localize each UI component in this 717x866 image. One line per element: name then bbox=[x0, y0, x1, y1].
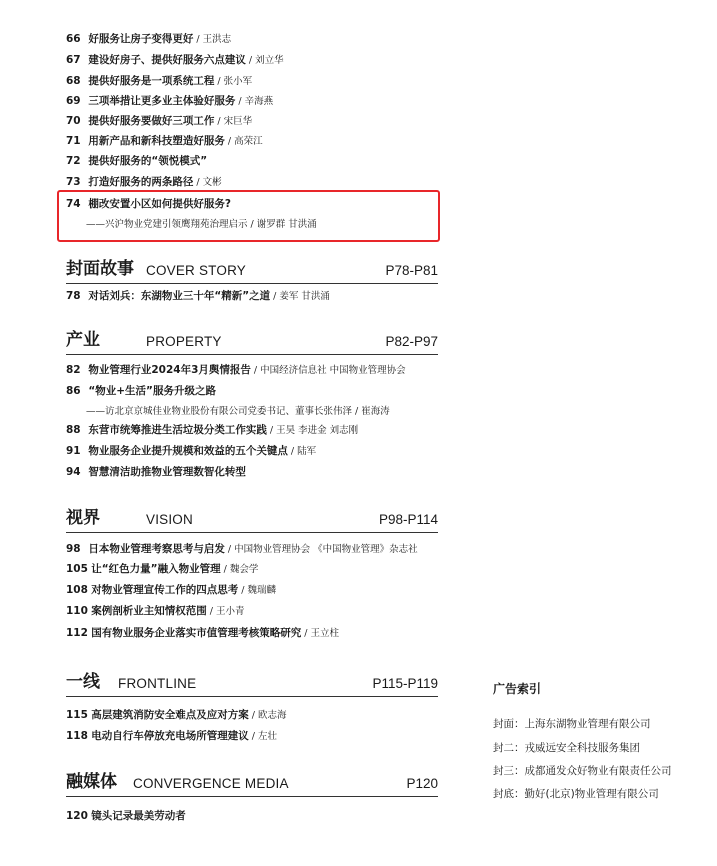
toc-page-number: 68 bbox=[66, 75, 81, 87]
toc-page-number: 120 bbox=[66, 810, 88, 822]
toc-author: / 姜军 甘洪涌 bbox=[270, 291, 330, 302]
toc-entry bbox=[66, 384, 216, 399]
section-header bbox=[66, 506, 438, 533]
toc-entry bbox=[66, 74, 252, 89]
toc-entry bbox=[66, 729, 277, 744]
toc-page-number: 73 bbox=[66, 176, 81, 188]
section-header bbox=[66, 670, 438, 697]
toc-page-number: 94 bbox=[66, 466, 81, 478]
ad-item: 封面：上海东湖物业管理有限公司 bbox=[493, 718, 651, 730]
toc-author: / 王立柱 bbox=[301, 628, 340, 639]
toc-entry bbox=[66, 94, 273, 109]
section-title-en: FRONTLINE bbox=[118, 676, 197, 691]
toc-title: 国有物业服务企业落实市值管理考核策略研究 bbox=[91, 627, 302, 639]
toc-entry bbox=[66, 626, 339, 641]
toc-title: 建设好房子、提供好服务六点建议 bbox=[88, 54, 246, 66]
toc-page-number: 70 bbox=[66, 115, 81, 127]
toc-entry bbox=[66, 604, 245, 619]
toc-page-number: 110 bbox=[66, 605, 88, 617]
toc-page-number: 71 bbox=[66, 135, 81, 147]
toc-author: / 辛海燕 bbox=[235, 96, 274, 107]
toc-title: 对话刘兵：东湖物业三十年“精新”之道 bbox=[88, 290, 271, 302]
toc-page-number: 108 bbox=[66, 584, 88, 596]
toc-page-number: 72 bbox=[66, 155, 81, 167]
section-pages: P115-P119 bbox=[372, 676, 438, 691]
toc-entry bbox=[66, 114, 252, 129]
section-title-cn: 视界 bbox=[66, 508, 100, 528]
toc-author: / 文彬 bbox=[193, 177, 222, 188]
section-header bbox=[66, 770, 438, 797]
toc-page-number: 78 bbox=[66, 290, 81, 302]
toc-entry bbox=[66, 809, 186, 824]
toc-page-number: 74 bbox=[66, 198, 81, 210]
toc-page-number: 82 bbox=[66, 364, 81, 376]
section-title-cn: 产业 bbox=[66, 330, 100, 350]
toc-entry bbox=[66, 363, 406, 378]
toc-title: 对物业管理宣传工作的四点思考 bbox=[91, 584, 239, 596]
section-title-en: CONVERGENCE MEDIA bbox=[133, 776, 289, 791]
section-title-en: COVER STORY bbox=[146, 263, 246, 278]
toc-title: 提供好服务是一项系统工程 bbox=[88, 75, 215, 87]
toc-entry bbox=[66, 32, 231, 47]
toc-entry bbox=[66, 53, 284, 68]
section-pages: P98-P114 bbox=[378, 512, 438, 527]
toc-page-number: 98 bbox=[66, 543, 81, 555]
section-title-en: PROPERTY bbox=[146, 334, 222, 349]
toc-author: / 王昊 李进金 刘志刚 bbox=[266, 425, 359, 436]
toc-author: / 宋巨华 bbox=[214, 116, 253, 127]
toc-page-number: 115 bbox=[66, 709, 88, 721]
toc-entry bbox=[66, 708, 287, 723]
toc-title: 案例剖析业主知情权范围 bbox=[91, 605, 207, 617]
ad-item: 封二：戎威远安全科技服务集团 bbox=[493, 742, 640, 754]
toc-title: 用新产品和新科技塑造好服务 bbox=[88, 135, 225, 147]
toc-author: / 魏瑞麟 bbox=[238, 585, 277, 596]
toc-subtitle: ——访北京京城佳业物业股份有限公司党委书记、董事长张伟泽 / 崔海涛 bbox=[86, 406, 390, 417]
toc-author: / 陆军 bbox=[287, 446, 317, 457]
toc-entry bbox=[66, 197, 231, 212]
ad-index-title: 广告索引 bbox=[493, 682, 542, 696]
toc-author: / 左壮 bbox=[248, 731, 278, 742]
toc-title: 日本物业管理考察思考与启发 bbox=[88, 543, 225, 555]
toc-title: 提供好服务要做好三项工作 bbox=[88, 115, 215, 127]
toc-subtitle: ——兴沪物业党建引领鹰翔苑治理启示 / 谢罗群 甘洪涌 bbox=[86, 219, 317, 230]
toc-entry bbox=[66, 542, 418, 557]
toc-title: 棚改安置小区如何提供好服务? bbox=[88, 198, 231, 210]
toc-title: 智慧清洁助推物业管理数智化转型 bbox=[88, 466, 246, 478]
toc-title: 提供好服务的“领悦模式” bbox=[88, 155, 208, 167]
toc-entry bbox=[66, 134, 263, 149]
toc-entry bbox=[66, 583, 276, 598]
toc-author: / 王小青 bbox=[206, 606, 245, 617]
toc-title: 打造好服务的两条路径 bbox=[88, 176, 194, 188]
toc-title: 东营市统筹推进生活垃圾分类工作实践 bbox=[88, 424, 267, 436]
toc-title: 三项举措让更多业主体验好服务 bbox=[88, 95, 236, 107]
toc-title: “物业+生活”服务升级之路 bbox=[88, 385, 216, 397]
toc-title: 镜头记录最美劳动者 bbox=[91, 810, 186, 822]
ad-item: 封底：勤好(北京)物业管理有限公司 bbox=[493, 788, 659, 800]
section-title-cn: 融媒体 bbox=[66, 772, 117, 792]
toc-entry bbox=[66, 444, 316, 459]
toc-page-number: 118 bbox=[66, 730, 88, 742]
toc-title: 高层建筑消防安全难点及应对方案 bbox=[91, 709, 249, 721]
toc-page-number: 112 bbox=[66, 627, 88, 639]
toc-author: / 中国物业管理协会 《中国物业管理》杂志社 bbox=[224, 544, 418, 555]
toc-entry bbox=[66, 562, 258, 577]
toc-page-number: 67 bbox=[66, 54, 81, 66]
section-title-cn: 一线 bbox=[66, 672, 100, 692]
section-title-en: VISION bbox=[146, 512, 193, 527]
toc-title: 好服务让房子变得更好 bbox=[88, 33, 194, 45]
toc-author: / 张小军 bbox=[214, 76, 253, 87]
toc-page-number: 86 bbox=[66, 385, 81, 397]
toc-entry bbox=[66, 154, 207, 169]
toc-author: / 刘立华 bbox=[245, 55, 284, 66]
toc-title: 电动自行车停放充电场所管理建议 bbox=[91, 730, 249, 742]
toc-page-number: 69 bbox=[66, 95, 81, 107]
toc-title: 物业服务企业提升规模和效益的五个关键点 bbox=[88, 445, 288, 457]
toc-title: 让“红色力量”融入物业管理 bbox=[91, 563, 221, 575]
section-header bbox=[66, 257, 438, 284]
toc-author: / 中国经济信息社 中国物业管理协会 bbox=[250, 365, 406, 376]
toc-entry bbox=[66, 465, 246, 480]
toc-page-number: 88 bbox=[66, 424, 81, 436]
toc-entry bbox=[66, 289, 330, 304]
section-header bbox=[66, 328, 438, 355]
section-pages: P120 bbox=[406, 776, 438, 791]
toc-page-number: 66 bbox=[66, 33, 81, 45]
toc-entry bbox=[66, 423, 358, 438]
ad-item: 封三：成都通发众好物业有限责任公司 bbox=[493, 765, 672, 777]
toc-author: / 欧志海 bbox=[248, 710, 287, 721]
toc-author: / 高荣江 bbox=[224, 136, 263, 147]
section-pages: P82-P97 bbox=[385, 334, 438, 349]
toc-author: / 王洪志 bbox=[193, 34, 232, 45]
section-title-cn: 封面故事 bbox=[66, 259, 134, 279]
toc-title: 物业管理行业2024年3月舆情报告 bbox=[88, 364, 251, 376]
toc-entry bbox=[66, 175, 222, 190]
toc-page-number: 91 bbox=[66, 445, 81, 457]
section-pages: P78-P81 bbox=[385, 263, 438, 278]
toc-author: / 魏会学 bbox=[220, 564, 259, 575]
toc-page-number: 105 bbox=[66, 563, 88, 575]
